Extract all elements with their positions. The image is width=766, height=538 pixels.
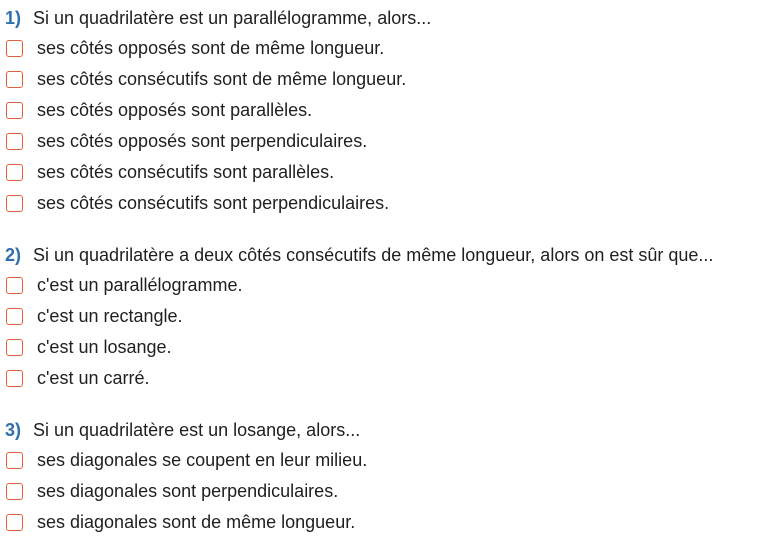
option-label: c'est un carré. bbox=[37, 368, 150, 388]
checkbox[interactable] bbox=[6, 277, 23, 294]
options-list bbox=[0, 33, 766, 219]
checkbox[interactable] bbox=[6, 102, 23, 119]
option-label: c'est un parallélogramme. bbox=[37, 275, 243, 295]
checkbox[interactable] bbox=[6, 195, 23, 212]
checkbox[interactable] bbox=[6, 514, 23, 531]
option-label: c'est un losange. bbox=[37, 337, 172, 357]
option-label: ses côtés consécutifs sont de même longueur. bbox=[37, 69, 407, 89]
question-2 bbox=[0, 240, 766, 394]
question-header bbox=[0, 3, 766, 33]
options-list bbox=[0, 445, 766, 538]
option-item[interactable] bbox=[0, 95, 766, 126]
checkbox[interactable] bbox=[6, 483, 23, 500]
question-3 bbox=[0, 415, 766, 538]
option-item[interactable] bbox=[0, 188, 766, 219]
option-item[interactable] bbox=[0, 126, 766, 157]
option-label: ses diagonales se coupent en leur milieu. bbox=[37, 450, 368, 470]
option-item[interactable] bbox=[0, 301, 766, 332]
option-label: ses diagonales sont de même longueur. bbox=[37, 512, 356, 532]
question-text: Si un quadrilatère a deux côtés consécutifs de même longueur, alors on est sûr que... bbox=[33, 245, 714, 265]
option-item[interactable] bbox=[0, 363, 766, 394]
question-text: Si un quadrilatère est un parallélogramme, alors... bbox=[33, 8, 432, 28]
checkbox[interactable] bbox=[6, 370, 23, 387]
option-item[interactable] bbox=[0, 476, 766, 507]
checkbox[interactable] bbox=[6, 133, 23, 150]
checkbox[interactable] bbox=[6, 452, 23, 469]
option-item[interactable] bbox=[0, 157, 766, 188]
question-number: 1) bbox=[5, 8, 22, 28]
checkbox[interactable] bbox=[6, 164, 23, 181]
option-label: ses côtés consécutifs sont parallèles. bbox=[37, 162, 335, 182]
question-text: Si un quadrilatère est un losange, alors... bbox=[33, 420, 361, 440]
question-header bbox=[0, 415, 766, 445]
checkbox[interactable] bbox=[6, 339, 23, 356]
option-item[interactable] bbox=[0, 33, 766, 64]
option-item[interactable] bbox=[0, 507, 766, 538]
checkbox[interactable] bbox=[6, 40, 23, 57]
question-number: 3) bbox=[5, 420, 22, 440]
option-label: ses diagonales sont perpendiculaires. bbox=[37, 481, 339, 501]
option-label: ses côtés opposés sont perpendiculaires. bbox=[37, 131, 368, 151]
option-item[interactable] bbox=[0, 332, 766, 363]
option-label: ses côtés opposés sont parallèles. bbox=[37, 100, 313, 120]
option-label: ses côtés opposés sont de même longueur. bbox=[37, 38, 385, 58]
option-item[interactable] bbox=[0, 270, 766, 301]
option-item[interactable] bbox=[0, 445, 766, 476]
options-list bbox=[0, 270, 766, 394]
checkbox[interactable] bbox=[6, 71, 23, 88]
question-header bbox=[0, 240, 766, 270]
option-label: c'est un rectangle. bbox=[37, 306, 183, 326]
question-number: 2) bbox=[5, 245, 22, 265]
option-label: ses côtés consécutifs sont perpendiculaires. bbox=[37, 193, 390, 213]
question-1 bbox=[0, 3, 766, 219]
option-item[interactable] bbox=[0, 64, 766, 95]
checkbox[interactable] bbox=[6, 308, 23, 325]
